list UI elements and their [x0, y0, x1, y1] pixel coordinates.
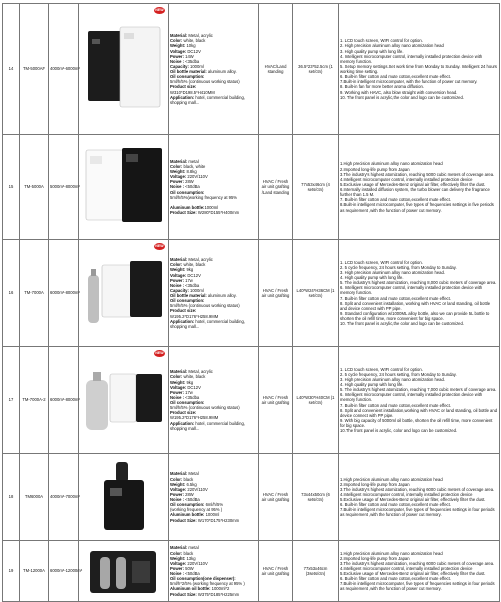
spec-value: W170*D175*H230mm: [196, 517, 240, 523]
spec-key: Noise :: [170, 282, 184, 288]
feature-item: 9. Standard configuration w/1000ML alloy bottle, also we can provide 5L bottle to shorten the oil refill time, more convenient for big space.: [340, 310, 490, 322]
feature-list: [339, 541, 500, 602]
model-name: TM6000A: [20, 454, 49, 541]
item-number: 14: [3, 4, 20, 135]
feature-item: 4. High quality pump with long life.: [340, 275, 404, 281]
product-image-box: [80, 347, 167, 453]
spec-value: Metal: [187, 471, 199, 477]
coverage-area: 4000m³-7000m³: [49, 454, 79, 541]
spec-key: Weight:: [170, 43, 186, 49]
install-type: HVAC / Fresh air unit grafting: [259, 347, 293, 454]
spec-value: (working frequency at 95% ): [170, 507, 223, 513]
feature-item: 6. Intelligent microcomputer control, internally installed protection device with memory function.: [340, 392, 483, 403]
item-number: 17: [3, 347, 20, 454]
spec-line: [170, 319, 257, 329]
item-number: 18: [3, 454, 20, 541]
spec-key: Voltage:: [170, 486, 187, 492]
new-badge: NEW: [155, 244, 164, 248]
feature-item: 5.Exclusive usage of Mercedes-Benz original air filter, effectively filter the dust.: [340, 181, 486, 187]
table-row: [3, 347, 500, 454]
spec-value: <35dba: [183, 58, 200, 64]
feature-item: 5. The industry's highest atomization, reaching 8,000 cubic meters of coverage area.: [340, 280, 497, 286]
spec-key: Oil consumption(one dispenser):: [170, 576, 236, 582]
spec-value: 5ml/h/5% (continuous working status): [170, 303, 240, 309]
spec-key: Aluminum oil bottle:: [170, 586, 211, 592]
feature-item: 8. Split and convenient installation,working with HVAC or land standing, oil bottle and device connect with PP pipe.: [340, 407, 498, 418]
spec-key: Oil consumption:: [170, 74, 205, 80]
product-image: [80, 138, 168, 236]
spec-value: W280*D155*H400mm: [196, 210, 240, 216]
spec-key: Product size:: [170, 84, 197, 90]
feature-item: 1. LCD touch screen, WIFI control for option.: [340, 38, 423, 44]
spec-key: Color:: [170, 374, 183, 380]
model-name: TM-7000A: [20, 240, 49, 347]
feature-item: 6. Built-in filter cotton and mute cotton,excellent mute effect.: [340, 74, 451, 80]
spec-key: Weight:: [170, 379, 186, 385]
spec-key: Color:: [170, 38, 183, 44]
spec-key: Material:: [170, 158, 188, 164]
feature-item: 4. High quality pump with long life.: [340, 382, 404, 388]
feature-item: 4.Intelligent microcomputer control, internally installed protection device: [340, 565, 473, 571]
spec-value: W195.2*D176*H258.9MM: [170, 415, 219, 421]
coverage-area: 6000m³-8000m³: [49, 240, 79, 347]
spec-key: Voltage:: [170, 384, 187, 390]
spec-value: W310*D198.5*H410MM: [170, 89, 215, 95]
new-badge: NEW: [155, 351, 164, 355]
spec-list: [169, 240, 259, 347]
spec-value: 5ml/h*2/5% (working frequency at 95% ): [170, 581, 245, 587]
spec-value: hotel, commercial building, shopping mall...: [170, 318, 245, 329]
spec-value: white, black: [182, 374, 206, 380]
product-image-cell: [79, 4, 169, 135]
feature-item: 4.Intelligent microcomputer control, internally installed protection device: [340, 176, 473, 182]
feature-item: 7.Built-in intelligent microcomputer, five types of frequencies settings in four periods as requirement ,with the function of power cut memory.: [340, 507, 495, 518]
spec-key: Power:: [170, 53, 184, 59]
product-image: [80, 243, 168, 343]
spec-key: Oil consumption:: [170, 400, 205, 405]
spec-value: W375*D185*H225mm: [196, 591, 240, 597]
feature-item: 4. Intelligent microcomputer control, internally installed protection device with memory function.: [340, 53, 483, 64]
spec-key: Power:: [170, 491, 184, 497]
spec-key: Power:: [170, 179, 184, 185]
feature-list: [339, 240, 500, 347]
package-size: 77x53x46cm (4 sets/ctn): [293, 135, 339, 240]
spec-line: [170, 518, 257, 523]
package-size: 36.5*23*52.5cm (1 set/ctn): [293, 4, 339, 135]
spec-value: <50dBa: [183, 497, 200, 502]
spec-key: Power:: [170, 277, 184, 283]
spec-key: Product size:: [170, 308, 197, 314]
spec-value: 220V/110V: [186, 486, 208, 492]
spec-value: 220V/110V: [186, 174, 208, 180]
feature-item: 5. Setup memory settings.Set work time from Monday to Sunday. Intelligent 24 hours working time setting.: [340, 63, 498, 74]
package-size: L40*W30*H40CM (1 set/ctn): [293, 347, 339, 454]
feature-item: 3.The industry's highest atomization, reaching 6000 cubic meters of coverage area.: [340, 486, 495, 492]
feature-item: 6.Internally installed diffusion system, the turbo blower can delivery the fragrance further than 1.5 M.: [340, 187, 490, 198]
spec-value: 8.8kg: [185, 169, 197, 175]
spec-value: <35dba: [183, 282, 200, 288]
spec-key: Voltage:: [170, 174, 187, 180]
spec-key: Material:: [170, 545, 188, 551]
spec-value: 1000ml*2: [210, 586, 230, 592]
spec-line: [170, 592, 257, 597]
spec-list: [169, 454, 259, 541]
product-image-cell: [79, 240, 169, 347]
product-image-box: [80, 240, 167, 346]
model-name: TM-5000A: [20, 135, 49, 240]
feature-item: 1. LCD touch screen, WIFI control for option.: [340, 366, 423, 372]
product-image-box: [80, 541, 167, 601]
spec-key: Voltage:: [170, 560, 187, 566]
feature-item: 2. High precision aluminum alloy nano atomization head: [340, 43, 444, 49]
coverage-area: 4000m³-6000m³: [49, 4, 79, 135]
model-name: TM-7000A-2: [20, 347, 49, 454]
spec-value: Metal, acrylic: [187, 257, 213, 263]
coverage-area: 6000m³-12000m³: [49, 541, 79, 602]
product-image: [80, 456, 168, 538]
spec-key: Oil consumption:: [170, 298, 205, 304]
model-name: TM-12000A: [20, 541, 49, 602]
install-type: HVAC/Land standing: [259, 4, 293, 135]
install-type: HVAC / Fresh air unit grafting /Land standing: [259, 135, 293, 240]
spec-key: Aluminum bottle:: [170, 512, 205, 518]
spec-value: 17w: [183, 277, 193, 283]
package-size: L40*W24*H36CM (1 set/ctn): [293, 240, 339, 347]
spec-value: 28W: [183, 491, 194, 497]
spec-value: metal: [187, 158, 199, 164]
feature-item: 3.The industry's highest atomization, reaching 6000 cubic meters of coverage area.: [340, 560, 495, 566]
feature-item: 1. LCD touch screen, WIFI control for option.: [340, 259, 423, 265]
spec-key: Color:: [170, 550, 183, 556]
feature-item: 1.High precision aluminum alloy nano atomization head: [340, 550, 443, 556]
table-row: [3, 541, 500, 602]
spec-list: [169, 541, 259, 602]
feature-item: 2. 5 cycle frequency, 24 hours setting, from Monday to Sunday.: [340, 371, 457, 377]
spec-key: Application:: [170, 318, 195, 324]
spec-value: 5ml/h/5%(working frequency at 95%: [170, 194, 238, 200]
spec-key: Application:: [170, 420, 195, 426]
feature-item: 1.High precision aluminum alloy nano atomization head: [340, 476, 443, 482]
feature-list: [339, 135, 500, 240]
table-row: [3, 135, 500, 240]
spec-key: Capacity:: [170, 287, 189, 293]
feature-item: 2. 5 cycle frequency, 24 hours setting, from Monday to Sunday.: [340, 264, 457, 270]
product-image-box: [80, 4, 167, 134]
spec-key: Material:: [170, 33, 188, 39]
feature-item: 6. Built-in filter cotton and mute cotton,excellent mute effect.: [340, 576, 451, 582]
spec-value: DC12V: [186, 48, 201, 54]
feature-item: 5.Exclusive usage of Mercedes-Benz original air filter, effectively filter the dust.: [340, 571, 486, 576]
spec-value: white, black: [182, 38, 206, 44]
feature-item: 3. High precision aluminum alloy nano atomization head.: [340, 376, 445, 382]
install-type: HVAC / Fresh air unit grafting: [259, 240, 293, 347]
table-row: [3, 4, 500, 135]
coverage-area: 6000m³-8000m³: [49, 347, 79, 454]
spec-value: 50W: [183, 565, 194, 571]
product-spec-table: [2, 3, 500, 602]
spec-value: black, white: [182, 163, 206, 169]
spec-key: Material:: [170, 369, 188, 375]
spec-key: Oil bottle material:: [170, 293, 207, 298]
feature-item: 7. Built-in filter cotton and mute cotton,excellent mute effect.: [340, 295, 451, 301]
product-image: [80, 543, 168, 599]
product-image-box: [80, 454, 167, 540]
spec-value: 220V/110V: [186, 560, 208, 566]
spec-value: metal: [187, 545, 199, 551]
spec-value: 1000ml: [188, 63, 204, 69]
feature-item: 9. With big capacity of 5000ml oil bottle, shorten the oil refill time, more convenient for big space.: [340, 417, 493, 429]
feature-list: [339, 454, 500, 541]
feature-item: 10.The front panel is acrylic, color and logo can be customized.: [340, 428, 458, 434]
spec-list: [169, 4, 259, 135]
product-image-cell: [79, 135, 169, 240]
item-number: 15: [3, 135, 20, 240]
spec-value: 28W: [183, 179, 194, 185]
spec-key: Oil bottle material:: [170, 69, 207, 74]
spec-key: Capacity:: [170, 63, 189, 69]
spec-key: Product size:: [170, 410, 197, 416]
feature-item: 6. Built-in filter cotton and mute cotton,excellent mute effect.: [340, 502, 451, 508]
spec-value: aluminum alloy.: [206, 293, 237, 298]
spec-key: Color:: [170, 262, 183, 268]
feature-item: 3.The industry's highest atomization, reaching 5000 cubic meters of coverage area.: [340, 171, 495, 177]
spec-value: DC12V: [186, 272, 201, 278]
product-image-cell: [79, 454, 169, 541]
spec-value: 5ml/h/5% (continuous working status): [170, 405, 240, 411]
table-row: [3, 454, 500, 541]
feature-item: 8. Split and convenient installation, working with HVAC or land standing, oil bottle and device connect with PP pipe.: [340, 300, 491, 311]
spec-value: 6ml/h/5%: [204, 502, 224, 508]
spec-value: 1000ml: [188, 287, 204, 293]
spec-key: Weight:: [170, 169, 186, 175]
new-badge: NEW: [155, 8, 164, 12]
spec-value: hotel, commercial building, shopping mall...: [170, 94, 245, 105]
spec-value: black: [182, 476, 194, 482]
spec-key: Weight:: [170, 267, 186, 273]
spec-key: Noise :: [170, 394, 184, 400]
spec-key: Color:: [170, 163, 183, 169]
table-row: [3, 240, 500, 347]
spec-line: [170, 95, 257, 105]
spec-key: Noise :: [170, 497, 184, 502]
spec-key: Noise :: [170, 184, 184, 190]
spec-key: Weight:: [170, 555, 186, 561]
spec-key: Voltage:: [170, 272, 187, 278]
feature-item: 2.Imported long-life pump from Japan: [340, 555, 410, 561]
spec-key: Power:: [170, 565, 184, 571]
feature-item: 3. High quality pump with long life.: [340, 48, 404, 54]
spec-list: [169, 135, 259, 240]
product-image: [80, 9, 168, 129]
spec-value: <35dba: [183, 394, 200, 400]
spec-value: Metal, acrylic: [187, 33, 213, 39]
spec-value: 13kg: [185, 555, 196, 561]
spec-key: Material:: [170, 471, 188, 477]
package-size: 73x44x50cm (6 sets/ctn): [293, 454, 339, 541]
spec-value: 1000ml: [204, 204, 219, 210]
spec-value: white, black: [182, 262, 206, 268]
install-type: HVAC / Fresh air unit grafting: [259, 541, 293, 602]
feature-item: 6. Intelligent microcomputer control, internally installed protection device with memory function.: [340, 285, 483, 296]
item-number: 19: [3, 541, 20, 602]
feature-item: 7. Built-in filter cotton and mute cotton,excellent mute effect.: [340, 197, 451, 203]
feature-item: 10. The front panel is acrylic,the color and logo can be customized.: [340, 94, 464, 100]
install-type: HVAC / Fresh air unit grafting: [259, 454, 293, 541]
spec-value: DC12V: [186, 384, 201, 390]
spec-key: Oil consumption:: [170, 189, 205, 195]
spec-value: 5ml/h/5% (continuous working status): [170, 79, 240, 85]
feature-item: 9. Working with HAVC, also blow straight with conversion head.: [340, 89, 458, 95]
feature-item: 7.Built-in intelligent microcomputer, five types of frequencies settings in four periods as requirement ,with the function of power cut memory.: [340, 581, 495, 592]
feature-item: 8. Built-in fan for more better aroma diffusion.: [340, 84, 424, 90]
feature-item: 4.Intelligent microcomputer control, internally installed protection device: [340, 491, 473, 497]
feature-list: [339, 4, 500, 135]
item-number: 16: [3, 240, 20, 347]
feature-item: 7. Built-in filter cotton and mute cotton,excellent mute effect.: [340, 402, 451, 408]
model-name: TM-5000AF: [20, 4, 49, 135]
spec-value: 10kg: [185, 43, 196, 49]
feature-item: 5.Exclusive usage of Mercedes-Benz original air filter, effectively filter the dust.: [340, 497, 486, 502]
feature-item: 7.Built-in intelligent microcomputer, with the function of power cut memory.: [340, 79, 478, 85]
feature-item: 5. The industry's highest atomization, reaching 7,000 cubic meters of coverage area.: [340, 387, 497, 393]
feature-list: [339, 347, 500, 454]
spec-key: Material:: [170, 257, 188, 263]
spec-key: Product Size:: [170, 517, 197, 523]
package-size: 77x53x46cm (3sets/ctn): [293, 541, 339, 602]
feature-item: 10. The front panel is acrylic,the color and logo can be customized.: [340, 321, 464, 327]
spec-key: Product Size:: [170, 591, 197, 597]
spec-key: Product Size:: [170, 210, 197, 216]
feature-item: 8.Built-in intelligent microcomputer, five types of frequencies settings in five periods as requirement ,with the function of power cut memory.: [340, 202, 494, 213]
spec-value: aluminum alloy.: [206, 69, 237, 74]
spec-key: Oil consumption:: [170, 502, 205, 508]
spec-line: [170, 421, 257, 431]
spec-key: Noise :: [170, 571, 184, 576]
spec-value: 1000ml: [204, 512, 220, 518]
spec-value: 9kg: [185, 267, 194, 273]
feature-item: 1.High precision aluminum alloy nano atomization head: [340, 161, 443, 167]
feature-item: 2.Imported long-life pump from Japan: [340, 166, 410, 172]
spec-key: Weight:: [170, 481, 186, 487]
spec-value: <50dBa: [183, 571, 200, 576]
product-image: [80, 350, 168, 450]
spec-value: W195.2*D176*H258.9MM: [170, 313, 219, 319]
spec-value: 6.5kg: [185, 481, 197, 487]
spec-value: 17w: [183, 389, 193, 395]
feature-item: 2.Imported long-life pump from Japan: [340, 481, 410, 487]
spec-value: <50dBa: [183, 184, 200, 190]
feature-item: 3. High precision aluminum alloy nano atomization head.: [340, 269, 445, 275]
spec-key: Noise :: [170, 58, 184, 64]
product-image-cell: [79, 347, 169, 454]
product-image-cell: [79, 541, 169, 602]
spec-list: [169, 347, 259, 454]
spec-key: Aluminum bottle:: [170, 204, 205, 210]
product-image-box: [80, 135, 167, 239]
spec-value: 14W: [183, 53, 194, 59]
spec-key: Color:: [170, 476, 183, 482]
coverage-area: 5000m³-8000m³: [49, 135, 79, 240]
spec-key: Application:: [170, 94, 195, 100]
spec-key: Voltage:: [170, 48, 187, 54]
spec-value: hotel, commercial building, shopping mall...: [170, 420, 245, 431]
spec-value: black: [182, 550, 194, 556]
spec-value: Metal, acrylic: [187, 369, 213, 375]
spec-value: 9kg: [185, 379, 194, 385]
spec-key: Power:: [170, 389, 184, 395]
spec-line: [170, 210, 257, 215]
